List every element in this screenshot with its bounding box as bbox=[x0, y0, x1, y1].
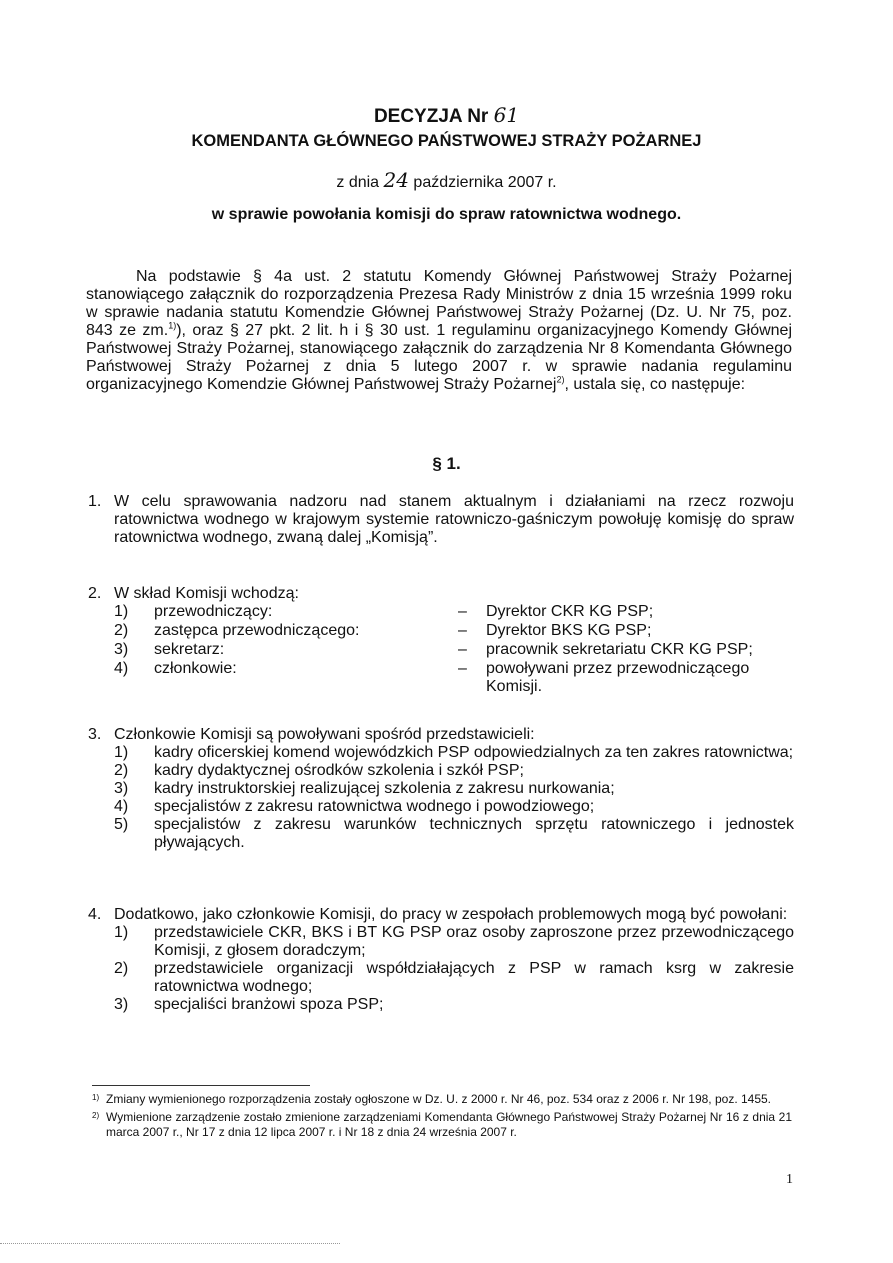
item-number: 3) bbox=[114, 996, 129, 1013]
footnote-mark: 1) bbox=[92, 1093, 100, 1102]
item-number: 3) bbox=[114, 780, 129, 797]
list-item bbox=[114, 798, 794, 816]
item-number: 2) bbox=[114, 960, 129, 977]
decision-date bbox=[0, 168, 893, 192]
role-row bbox=[114, 641, 794, 660]
list-item bbox=[114, 924, 794, 960]
point-text: Dodatkowo, jako członkowie Komisji, do pracy w zespołach problemowych mogą być powołani: bbox=[114, 906, 788, 923]
item-text: przedstawiciele organizacji współdziałających z PSP w ramach ksrg w zakresie ratownictwa wodnego; bbox=[154, 960, 794, 995]
item-text: przedstawiciele CKR, BKS i BT KG PSP oraz osoby zaproszone przez przewodniczącego Komisji, z głosem doradczym; bbox=[154, 924, 794, 959]
item-number: 1) bbox=[114, 744, 129, 761]
role-number: 2) bbox=[114, 622, 129, 639]
role-name: przewodniczący: bbox=[154, 603, 273, 620]
list-item bbox=[114, 780, 794, 798]
authority-heading: KOMENDANTA GŁÓWNEGO PAŃSTWOWEJ STRAŻY POŻARNEJ bbox=[191, 132, 702, 150]
decision-subject: w sprawie powołania komisji do spraw ratownictwa wodnego. bbox=[211, 206, 682, 223]
footnote-mark: 2) bbox=[92, 1111, 100, 1120]
date-prefix: z dnia bbox=[336, 174, 384, 191]
point-4 bbox=[88, 906, 794, 1014]
point-number: 4. bbox=[88, 906, 102, 923]
list-item bbox=[114, 816, 794, 852]
role-name: zastępca przewodniczącego: bbox=[154, 622, 360, 639]
preamble-part2: ), oraz § 27 pkt. 2 lit. h i § 30 ust. 1 regulaminu organizacyjnego Komendy Głównej Państwowej Straży Pożarnej, stanowiącego załącznik do zarządzenia Nr 8 Komendanta Głównego Państwowej Straży Pożarnej z dnia 5 lutego 2007 r. w sprawie nadania regulaminu organizacyjnego Komendzie Głównej Państwowej Straży Pożarnej bbox=[86, 322, 792, 393]
item-number: 4) bbox=[114, 798, 129, 815]
scan-artifact-line bbox=[0, 1243, 340, 1244]
date-suffix: października 2007 r. bbox=[408, 174, 557, 191]
point-text: Członkowie Komisji są powoływani spośród przedstawicieli: bbox=[114, 726, 535, 743]
preamble-paragraph bbox=[86, 268, 792, 394]
item-text: kadry oficerskiej komend wojewódzkich PSP odpowiedzialnych za ten zakres ratownictwa; bbox=[154, 744, 794, 761]
role-row bbox=[114, 622, 794, 641]
role-number: 4) bbox=[114, 660, 129, 677]
footnote-text: Wymienione zarządzenie zostało zmienione zarządzeniami Komendanta Głównego Państwowej Straży Pożarnej Nr 16 z dnia 21 marca 2007 r., Nr 17 z dnia 12 lipca 2007 r. i Nr 18 z dnia 24 września 2007 r. bbox=[106, 1110, 792, 1139]
item-text: kadry dydaktycznej ośrodków szkolenia i szkół PSP; bbox=[154, 762, 524, 779]
point-3 bbox=[88, 726, 794, 852]
role-value: pracownik sekretariatu CKR KG PSP; bbox=[486, 641, 753, 658]
point-text: W skład Komisji wchodzą: bbox=[114, 585, 299, 602]
item-text: specjalistów z zakresu warunków technicznych sprzętu ratowniczego i jednostek pływających. bbox=[154, 816, 794, 851]
list-item bbox=[114, 762, 794, 780]
item-text: specjaliści branżowi spoza PSP; bbox=[154, 996, 384, 1013]
item-text: kadry instruktorskiej realizującej szkolenia z zakresu nurkowania; bbox=[154, 780, 615, 797]
role-name: członkowie: bbox=[154, 660, 237, 677]
footnote-ref-2[interactable]: 2) bbox=[556, 374, 565, 385]
date-day: 24 bbox=[383, 168, 409, 192]
list-item bbox=[114, 996, 794, 1014]
footnote-1 bbox=[92, 1092, 792, 1107]
title-prefix: DECYZJA Nr bbox=[373, 106, 494, 127]
role-dash: – bbox=[458, 660, 467, 677]
footnotes bbox=[92, 1092, 792, 1143]
role-value: powoływani przez przewodniczącego Komisji. bbox=[486, 660, 750, 695]
point-1 bbox=[88, 493, 794, 547]
point-number: 1. bbox=[88, 493, 102, 510]
point-number: 3. bbox=[88, 726, 102, 743]
role-number: 3) bbox=[114, 641, 129, 658]
footnote-text: Zmiany wymienionego rozporządzenia zostały ogłoszone w Dz. U. z 2000 r. Nr 46, poz. 534 oraz z 2006 r. Nr 198, poz. 1455. bbox=[106, 1092, 772, 1106]
point-number: 2. bbox=[88, 585, 102, 602]
footnote-2 bbox=[92, 1110, 792, 1140]
role-value: Dyrektor CKR KG PSP; bbox=[486, 603, 654, 620]
preamble-part1: Na podstawie § 4a ust. 2 statutu Komendy Głównej Państwowej Straży Pożarnej stanowiącego załącznik do rozporządzenia Prezesa Rady Ministrów z dnia 15 września 1999 roku w sprawie nadania statutu Komendzie Głównej Państwowej Straży Pożarnej (Dz. U. Nr 75, poz. 843 ze zm. bbox=[86, 268, 792, 339]
role-dash: – bbox=[458, 641, 467, 658]
role-row bbox=[114, 660, 794, 700]
preamble-part3: , ustala się, co następuje: bbox=[564, 376, 746, 393]
footnote-divider bbox=[92, 1085, 310, 1086]
role-number: 1) bbox=[114, 603, 129, 620]
page-number: 1 bbox=[786, 1172, 793, 1187]
list-item bbox=[114, 960, 794, 996]
point-2 bbox=[88, 585, 794, 700]
section-heading: § 1. bbox=[432, 454, 461, 473]
role-value: Dyrektor BKS KG PSP; bbox=[486, 622, 652, 639]
list-item bbox=[114, 744, 794, 762]
role-name: sekretarz: bbox=[154, 641, 225, 658]
point-text: W celu sprawowania nadzoru nad stanem aktualnym i działaniami na rzecz rozwoju ratownictwa wodnego w krajowym systemie ratowniczo-gaśniczym powołuję komisję do spraw ratownictwa wodnego, zwaną dalej „Komisją”. bbox=[114, 493, 794, 546]
footnote-ref-1[interactable]: 1) bbox=[168, 320, 177, 331]
item-text: specjalistów z zakresu ratownictwa wodnego i powodziowego; bbox=[154, 798, 595, 815]
decision-title bbox=[0, 104, 893, 128]
item-number: 2) bbox=[114, 762, 129, 779]
role-row bbox=[114, 603, 794, 622]
role-dash: – bbox=[458, 603, 467, 620]
item-number: 5) bbox=[114, 816, 129, 833]
role-dash: – bbox=[458, 622, 467, 639]
item-number: 1) bbox=[114, 924, 129, 941]
decision-number: 61 bbox=[493, 103, 520, 127]
roles-list bbox=[114, 603, 794, 700]
